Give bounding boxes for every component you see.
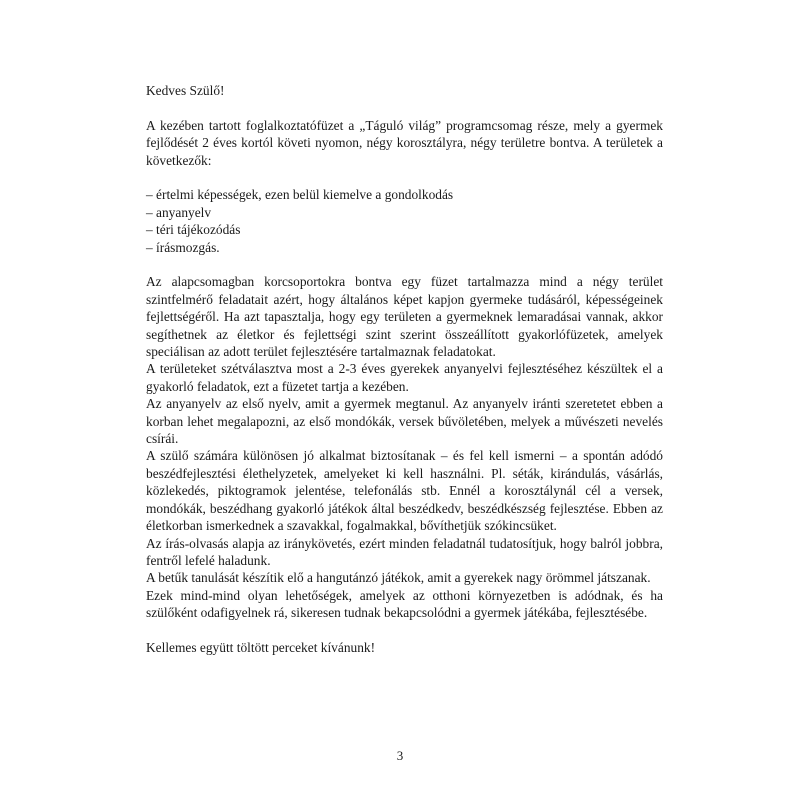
closing-line: Kellemes együtt töltött perceket kívánunk!	[146, 639, 376, 655]
letter-body	[146, 82, 663, 656]
body-paragraph: Az írás-olvasás alapja az iránykövetés, ezért minden feladatnál tudatosítjuk, hogy balról jobbra, fentről lefelé haladunk.	[146, 535, 663, 568]
body-paragraph: A szülő számára különösen jó alkalmat biztosítanak – és fel kell ismerni – a spontán adódó beszédfejlesztési élethelyzetek, amelyeket ki kell használni. Pl. séták, kirándulás, vásárlás, közlekedés, piktogramok jelentése, telefonálás stb. Ennél a korosztálynál cél a versek, mondókák, beszédhang gyakorló játékok által beszédkedv, beszédkészség fejlesztése. Ebben az életkorban ismerkednek a szavakkal, fogalmakkal, bővíthetjük szókincsüket.	[146, 448, 663, 534]
areas-list	[146, 186, 663, 256]
body-paragraph: Ezek mind-mind olyan lehetőségek, amelyek az otthoni környezetben is adódnak, és ha szülőként odafigyelnek rá, sikeresen tudnak bekapcsolódni a gyermek játékába, fejlesztésébe.	[146, 587, 663, 621]
intro-paragraph: A kezében tartott foglalkoztatófüzet a „Táguló világ” programcsomag része, mely a gyermek fejlődését 2 éves kortól követi nyomon, négy korosztályra, négy területre bontva. A területek a következők:	[146, 117, 663, 168]
spacer	[146, 99, 663, 116]
spacer	[146, 256, 663, 273]
body-paragraph: Az alapcsomagban korcsoportokra bontva egy füzet tartalmazza mind a négy terület szintfelmérő feladatait azért, hogy általános képet kapjon gyermeke tudásáról, képességeinek fejlettségéről. Ha azt tapasztalja, hogy egy területen a gyermeknek lemaradásai vannak, akkor segíthetnek az életkor és fejlettségi szint szerint összeállított gyakorlófüzetek, amelyek speciálisan az adott terület fejlesztésére tartalmaznak feladatokat.	[146, 274, 663, 360]
page-number: 3	[396, 748, 404, 763]
list-item: – írásmozgás.	[146, 239, 220, 255]
spacer	[146, 622, 663, 639]
list-item: – anyanyelv	[146, 204, 212, 220]
list-item: – értelmi képességek, ezen belül kiemelve a gondolkodás	[146, 187, 454, 203]
spacer	[146, 169, 663, 186]
body-paragraph: A betűk tanulását készítik elő a hangutánzó játékok, amit a gyerekek nagy örömmel játszanak.	[146, 570, 651, 586]
greeting: Kedves Szülő!	[146, 83, 225, 98]
body-paragraph: Az anyanyelv az első nyelv, amit a gyermek megtanul. Az anyanyelv iránti szeretetet ebben a korban lehet megalapozni, az első mondókák, versek bűvöletében, melyek a művészeti nevelés csírái.	[146, 396, 663, 447]
body-paragraph: A területeket szétválasztva most a 2-3 éves gyerekek anyanyelvi fejlesztéséhez készültek el a gyakorló feladatok, ezt a füzetet tartja a kezében.	[146, 361, 663, 394]
list-item: – téri tájékozódás	[146, 222, 241, 238]
